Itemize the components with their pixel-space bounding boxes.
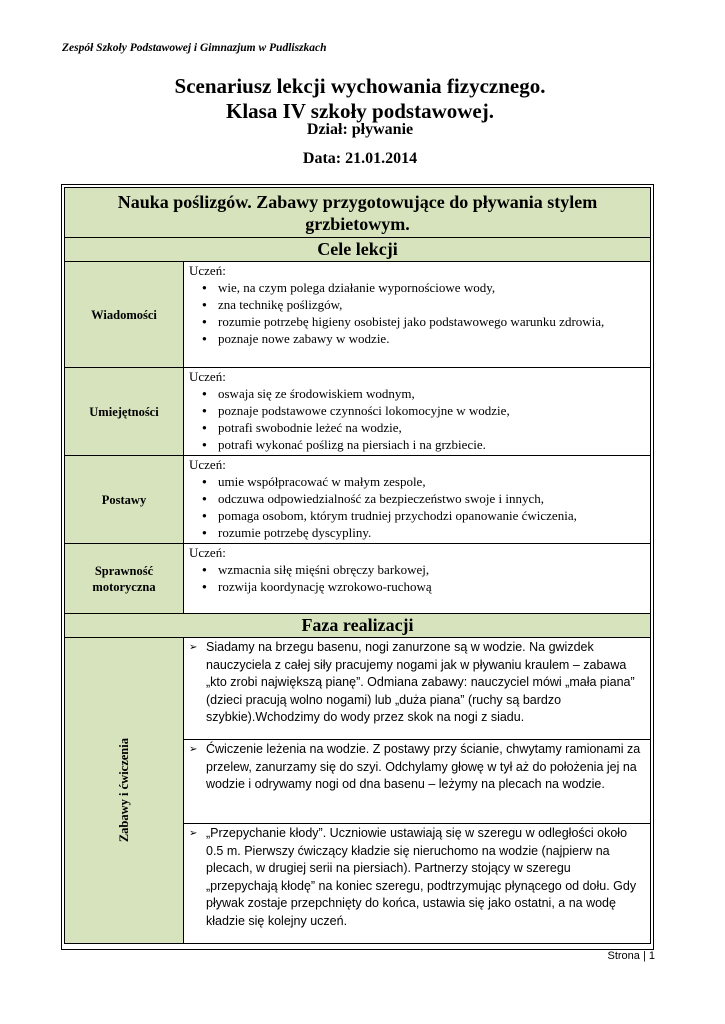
lesson-topic: Nauka poślizgów. Zabawy przygotowujące do pływania stylem grzbietowym. (65, 188, 651, 238)
goal-label-attitudes: Postawy (65, 456, 184, 544)
goal-item: ● potrafi wykonać poślizg na piersiach i na grzbiecie. (189, 436, 650, 453)
lesson-date: Data: 21.01.2014 (302, 150, 418, 167)
goal-item: ● wzmacnia siłę mięśni obręczy barkowej, (189, 561, 650, 578)
exercise-item (184, 740, 651, 824)
lesson-table-frame (61, 184, 654, 950)
goal-item: ● zna technikę poślizgów, (189, 296, 650, 313)
goal-item: ● oswaja się ze środowiskiem wodnym, (189, 385, 650, 402)
goal-item: ● pomaga osobom, którym trudniej przychodzi opanowanie ćwiczenia, (189, 507, 650, 524)
goal-item: ● potrafi swobodnie leżeć na wodzie, (189, 419, 650, 436)
section-label: Dział: pływanie (306, 121, 414, 138)
goal-cell-skills (184, 368, 651, 456)
goal-intro: Uczeń: (189, 457, 226, 472)
page-number: Strona | 1 (607, 950, 655, 962)
goal-item: ● rozumie potrzebę higieny osobistej jako podstawowego warunku zdrowia, (189, 313, 650, 330)
goal-item: ● rozwija koordynację wzrokowo-ruchową (189, 578, 650, 595)
page-title-line2: Klasa IV szkoły podstawowej. (226, 99, 494, 123)
goal-intro: Uczeń: (189, 369, 226, 384)
page-title-line1: Scenariusz lekcji wychowania fizycznego. (174, 74, 546, 98)
lesson-table (64, 187, 651, 944)
exercise-text: Ćwiczenie leżenia na wodzie. Z postawy przy ścianie, chwytamy ramionami za przelew, zanurzamy się do szyi. Odchylamy głowę w tył aż do położenia jej na wodzie i odrywamy nogi od dna basenu – leżymy na plecach na wodzie. (206, 742, 641, 791)
goal-item: ● umie współpracować w małym zespole, (189, 473, 650, 490)
goal-label-skills: Umiejętności (65, 368, 184, 456)
arrow-bullet-icon: ➢ (189, 828, 198, 839)
exercise-item (184, 638, 651, 740)
goal-item: ● odczuwa odpowiedzialność za bezpieczeństwo swoje i innych, (189, 490, 650, 507)
goal-item: ● rozumie potrzebę dyscypliny. (189, 524, 650, 541)
goals-header: Cele lekcji (65, 238, 651, 262)
goal-label-knowledge: Wiadomości (65, 262, 184, 368)
goal-label-motor: Sprawność motoryczna (65, 544, 184, 614)
school-name: Zespół Szkoły Podstawowej i Gimnazjum w Pudliszkach (62, 42, 327, 54)
goal-intro: Uczeń: (189, 545, 226, 560)
arrow-bullet-icon: ➢ (189, 642, 198, 653)
exercise-item (184, 824, 651, 944)
arrow-bullet-icon: ➢ (189, 744, 198, 755)
goal-item: ● wie, na czym polega działanie wypornościowe wody, (189, 279, 650, 296)
phase-label-cell (65, 638, 184, 944)
phase-label: Zabawy i ćwiczenia (116, 738, 131, 843)
goal-cell-attitudes (184, 456, 651, 544)
goal-intro: Uczeń: (189, 263, 226, 278)
goal-item: ● poznaje nowe zabawy w wodzie. (189, 330, 650, 347)
phase-header: Faza realizacji (65, 614, 651, 638)
exercise-text: Siadamy na brzegu basenu, nogi zanurzone są w wodzie. Na gwizdek nauczyciela z całej siły pracujemy nogami jak w pływaniu kraulem – zabawa „kto zrobi największą pianę”. Odmiana zabawy: nauczyciel mówi „mała piana” (dzieci pracują wolno nogami) lub „duża piana” (ruchy są bardzo szybkie).Wchodzimy do wody przez skok na nogi z siadu. (206, 640, 635, 724)
goal-cell-knowledge (184, 262, 651, 368)
exercise-text: „Przepychanie kłody”. Uczniowie ustawiają się w szeregu w odległości około 0.5 m. Pierwszy ćwiczący kładzie się nieruchomo na wodzie (najpierw na plecach, w drugiej serii na piersiach). Partnerzy stojący w szeregu „przepychają kłodę” na koniec szeregu, podtrzymując płynącego od dołu. Gdy pływak zostaje przepchnięty do końca, ustawia się jako ostatni, a na wodę kładzie się kolejny uczeń. (206, 826, 637, 928)
goal-cell-motor (184, 544, 651, 614)
goal-item: ● poznaje podstawowe czynności lokomocyjne w wodzie, (189, 402, 650, 419)
